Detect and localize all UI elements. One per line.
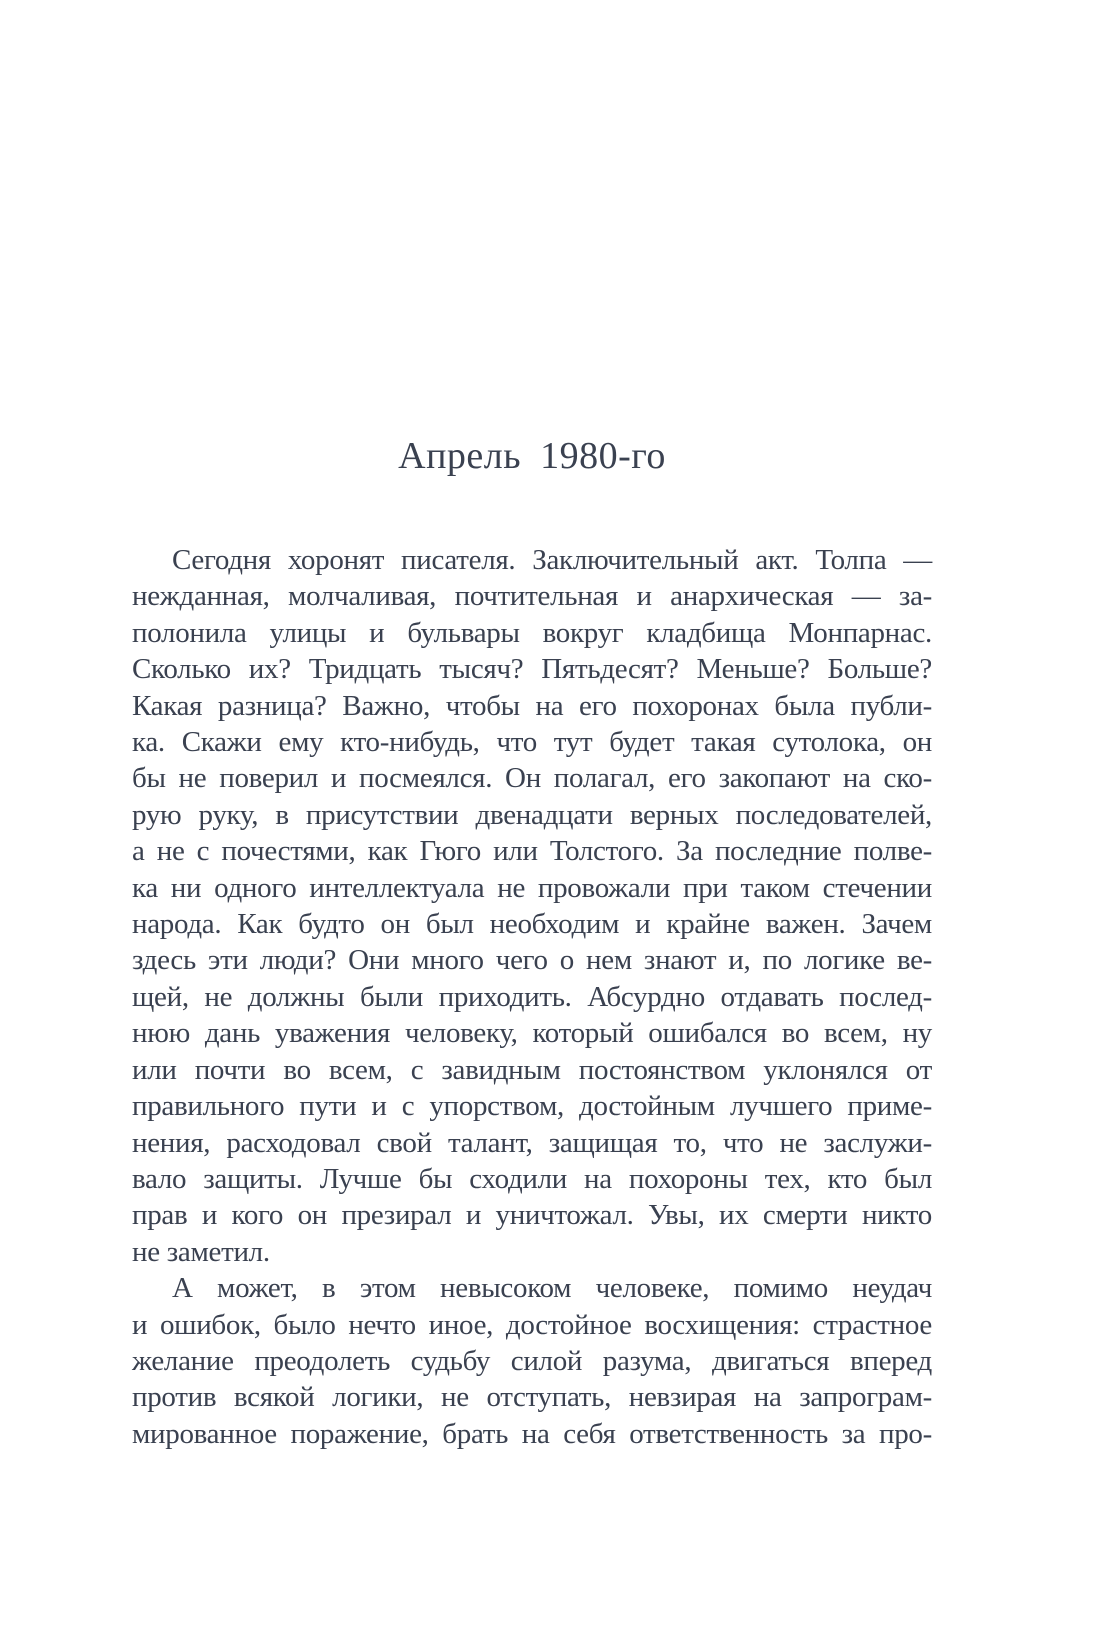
text-line: Какая разница? Важно, чтобы на его похоронах была публи-: [132, 689, 932, 722]
text-line: рую руку, в присутствии двенадцати верных последователей,: [132, 798, 932, 831]
text-line: правильного пути и с упорством, достойным лучшего приме-: [132, 1090, 932, 1123]
text-line: мированное поражение, брать на себя ответственность за про-: [132, 1417, 932, 1450]
text-line: или почти во всем, с завидным постоянством уклонялся от: [132, 1053, 932, 1086]
text-line: желание преодолеть судьбу силой разума, двигаться вперед: [132, 1344, 932, 1377]
text-line: нюю дань уважения человеку, который ошибался во всем, ну: [132, 1017, 932, 1050]
text-line: ка. Скажи ему кто-нибудь, что тут будет такая сутолока, он: [132, 726, 932, 759]
text-line: здесь эти люди? Они много чего о нем знают и, по логике ве-: [132, 944, 932, 977]
text-line: полонила улицы и бульвары вокруг кладбища Монпарнас.: [132, 616, 932, 649]
paragraph-1: [132, 542, 932, 1270]
text-line: ка ни одного интеллектуала не провожали при таком стечении: [132, 871, 932, 904]
text-line: нения, расходовал свой талант, защищая то, что не заслужи-: [132, 1126, 932, 1159]
text-line: и ошибок, было нечто иное, достойное восхищения: страстное: [132, 1308, 932, 1341]
text-line: нежданная, молчаливая, почтительная и анархическая — за-: [132, 580, 932, 613]
text-line: не заметил.: [132, 1235, 270, 1268]
text-line: бы не поверил и посмеялся. Он полагал, его закопают на ско-: [132, 762, 932, 795]
text-line: против всякой логики, не отступать, невзирая на запрограм-: [132, 1381, 932, 1414]
text-line: прав и кого он презирал и уничтожал. Увы, их смерти никто: [132, 1199, 932, 1232]
text-line: народа. Как будто он был необходим и крайне важен. Зачем: [132, 908, 932, 941]
text-line: Сегодня хоронят писателя. Заключительный акт. Толпа —: [172, 544, 932, 576]
paragraph-2: [132, 1270, 932, 1452]
text-line: А может, в этом невысоком человеке, помимо неудач: [172, 1272, 932, 1305]
text-line: а не с почестями, как Гюго или Толстого. За последние полве-: [132, 835, 932, 868]
text-line: вало защиты. Лучше бы сходили на похороны тех, кто был: [132, 1162, 932, 1195]
text-block: [132, 542, 932, 1452]
text-line: щей, не должны были приходить. Абсурдно отдавать послед-: [132, 980, 932, 1013]
chapter-title: Апрель 1980-го: [398, 435, 666, 477]
text-line: Сколько их? Тридцать тысяч? Пятьдесят? Меньше? Больше?: [132, 653, 932, 686]
